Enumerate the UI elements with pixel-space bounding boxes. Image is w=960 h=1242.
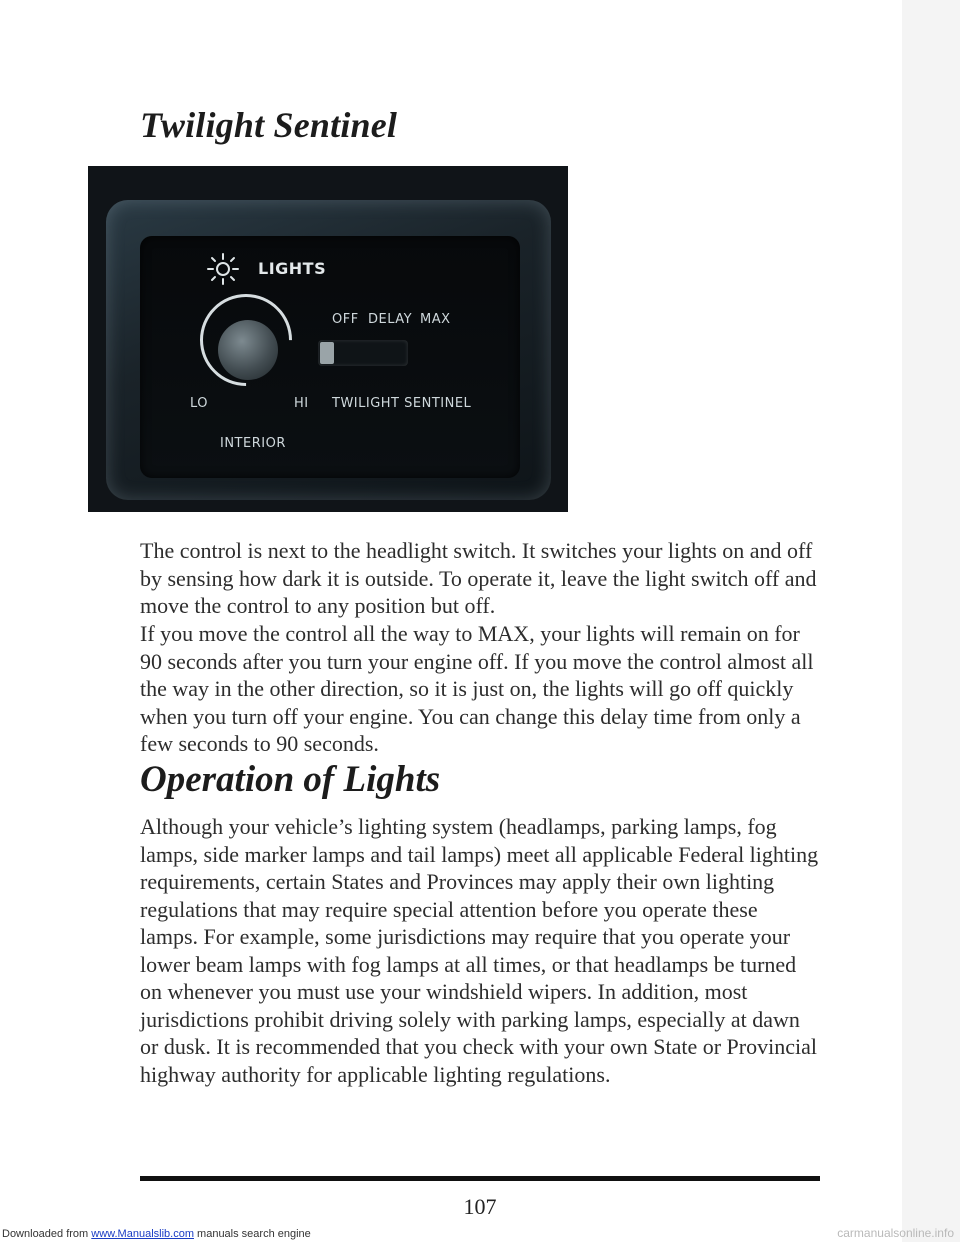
hi-label: HI bbox=[294, 396, 309, 411]
lighting-regulations-paragraph: Although your vehicle’s lighting system (headlamps, parking lamps, fog lamps, side marker lamps and tail lamps) meet all applicable Federal lighting requirements, certain States and Provinces may apply their own lighting regulations that may require special attention before you operate these lamps. For example, some jurisdictions may require that you operate your lower beam lamps with fog lamps at all times, or that headlamps be turned on whenever you must use your windshield wipers. In addition, most jurisdictions prohibit driving solely with parking lamps, especially at dawn or dusk. It is recommended that you check with your own State or Provincial highway authority for applicable lighting regulations. bbox=[140, 814, 819, 1087]
intro-paragraph: The control is next to the headlight switch. It switches your lights on and off by sensing how dark it is outside. To operate it, leave the light switch off and move the control to any position but off. bbox=[140, 538, 817, 618]
sentinel-slider-tab bbox=[320, 342, 334, 364]
lo-label: LO bbox=[190, 396, 209, 411]
dimmer-knob bbox=[218, 320, 278, 380]
credit-suffix: manuals search engine bbox=[193, 1228, 311, 1240]
lights-label: LIGHTS bbox=[258, 259, 327, 278]
page-number: 107 bbox=[463, 1194, 497, 1219]
max-label: MAX bbox=[420, 312, 451, 327]
light-sun-icon bbox=[204, 250, 242, 288]
twilight-sentinel-label: TWILIGHT SENTINEL bbox=[332, 396, 472, 411]
credit-prefix: Downloaded from bbox=[2, 1228, 92, 1240]
manualslib-link[interactable]: www.Manualslib.com bbox=[91, 1228, 194, 1240]
twilight-sentinel-photo bbox=[88, 166, 568, 512]
footer-rule bbox=[140, 1176, 820, 1181]
page-margin bbox=[902, 0, 960, 1242]
page-title: Twilight Sentinel bbox=[140, 105, 398, 145]
delay-label: DELAY bbox=[368, 312, 413, 327]
off-label: OFF bbox=[332, 312, 359, 327]
delay-paragraph: If you move the control all the way to MAX, your lights will remain on for 90 seconds after you turn your engine off. If you move the control almost all the way in the other direction, so it is just on, the lights will go off quickly when you turn off your engine. You can change this delay time from only a few seconds to 90 seconds. bbox=[140, 621, 814, 756]
section-title: Operation of Lights bbox=[140, 759, 441, 800]
interior-label: INTERIOR bbox=[220, 436, 286, 451]
download-credit bbox=[2, 1228, 311, 1240]
watermark: carmanualsonline.info bbox=[837, 1226, 954, 1240]
control-panel bbox=[140, 236, 520, 478]
